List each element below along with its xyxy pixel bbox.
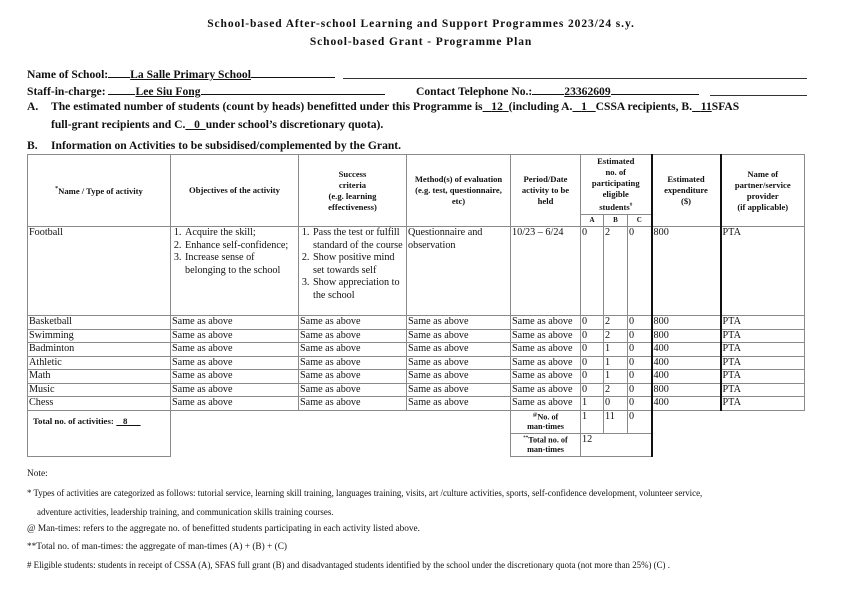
cell-name: Basketball [28, 316, 171, 330]
school-value: La Salle Primary School [130, 68, 251, 81]
note-eligible-students: # Eligible students: students in receipt of CSSA (A), SFAS full grant (B) and disadvantaged students identified by the school under the discretionary quota (not more than 25%) (C) . [27, 560, 670, 570]
man-times-a: 1 [581, 410, 604, 433]
header-expenditure: Estimated expenditure ($) [652, 155, 721, 227]
cell-period: 10/23 – 6/24 [511, 227, 581, 316]
objective-item: 3. Increase sense of belonging to the school [184, 252, 297, 277]
objective-item: 2. Enhance self-confidence; [184, 240, 297, 253]
table-row [28, 227, 805, 316]
cssa-count-value: 1 [581, 100, 587, 113]
cell-partner: PTA [721, 343, 805, 357]
cell-objectives: Same as above [171, 343, 299, 357]
cell-success: Same as above [299, 316, 407, 330]
man-times-c: 0 [628, 410, 652, 433]
cell-b: 2 [604, 383, 628, 397]
cell-a: 0 [581, 316, 604, 330]
header-method: Method(s) of evaluation (e.g. test, questionnaire, etc) [407, 155, 511, 227]
cell-partner: PTA [721, 397, 805, 411]
cell-partner: PTA [721, 383, 805, 397]
note-man-times: @ Man-times: refers to the aggregate no. of benefitted students participating in each activity listed above. [27, 524, 420, 534]
table-row [28, 356, 805, 370]
cell-name: Chess [28, 397, 171, 411]
cell-objectives: Same as above [171, 397, 299, 411]
cell-objectives: Same as above [171, 356, 299, 370]
success-item: 1. Pass the test or fulfill standard of the course [312, 227, 405, 252]
total-man-times-label: **Total no. of man-times [511, 433, 581, 456]
sfas-count-value: 11 [700, 100, 712, 113]
section-a-text-including: (including A. [508, 100, 573, 113]
cell-success: Same as above [299, 343, 407, 357]
table-row [28, 383, 805, 397]
header-col-a: A [581, 215, 604, 227]
success-item: 2. Show positive mind set towards self [312, 252, 405, 277]
staff-value: Lee Siu Fong [135, 85, 201, 98]
section-a-marker: A. [27, 100, 39, 113]
cell-a: 0 [581, 356, 604, 370]
cell-partner: PTA [721, 370, 805, 384]
cell-a: 0 [581, 383, 604, 397]
cell-success: Same as above [299, 370, 407, 384]
school-name-line [27, 66, 335, 81]
cell-b: 2 [604, 329, 628, 343]
note-activity-types-cont: adventure activities, leadership training, and communication skills training courses. [37, 507, 334, 517]
total-activities-cell [28, 410, 171, 456]
cell-expenditure: 800 [652, 227, 721, 316]
section-b-heading [27, 139, 401, 152]
note-activity-types: * Types of activities are categorized as follows: tutorial service, learning skill training, languages training, visits, art /culture activities, sports, self-confidence development, volunteer service, [27, 488, 703, 498]
cell-b: 1 [604, 356, 628, 370]
header-estimated-students: Estimated no. of participating eligible students# [581, 155, 652, 215]
staff-line [27, 83, 385, 98]
cell-name: Badminton [28, 343, 171, 357]
cell-method: Same as above [407, 397, 511, 411]
cell-c: 0 [628, 397, 652, 411]
cell-name: Math [28, 370, 171, 384]
cell-c: 0 [628, 383, 652, 397]
phone-label: Contact Telephone No.: [416, 85, 533, 98]
cell-c: 0 [628, 316, 652, 330]
header-objectives: Objectives of the activity [171, 155, 299, 227]
phone-value: 23362609 [564, 85, 611, 98]
document-subtitle: School-based Grant - Programme Plan [309, 36, 533, 48]
cell-expenditure: 400 [652, 356, 721, 370]
cell-method: Same as above [407, 329, 511, 343]
man-times-row [28, 410, 805, 433]
cell-success [299, 227, 407, 316]
section-a-line1 [27, 100, 739, 113]
cell-method: Same as above [407, 370, 511, 384]
header-partner: Name of partner/service provider (if applicable) [721, 155, 805, 227]
objective-item: 1. Acquire the skill; [184, 227, 297, 240]
cell-name: Music [28, 383, 171, 397]
section-a-text: The estimated number of students (count by heads) benefitted under this Programme is [51, 100, 483, 113]
cell-expenditure: 400 [652, 343, 721, 357]
total-students-value: 12 [491, 100, 503, 113]
document-title: School-based After-school Learning and Support Programmes 2023/24 s.y. [207, 18, 635, 30]
cell-b: 2 [604, 227, 628, 316]
cell-period: Same as above [511, 316, 581, 330]
cell-c: 0 [628, 370, 652, 384]
cell-b: 2 [604, 316, 628, 330]
cell-method: Same as above [407, 356, 511, 370]
section-a-text-quota: under school’s discretionary quota). [205, 118, 384, 131]
cell-objectives: Same as above [171, 316, 299, 330]
cell-method: Same as above [407, 383, 511, 397]
section-b-text: Information on Activities to be subsidised/complemented by the Grant. [51, 139, 402, 152]
cell-c: 0 [628, 356, 652, 370]
total-activities-value: 8 [122, 415, 128, 426]
cell-expenditure: 800 [652, 329, 721, 343]
cell-period: Same as above [511, 329, 581, 343]
cell-c: 0 [628, 343, 652, 357]
header-success-criteria: Success criteria (e.g. learning effectiveness) [299, 155, 407, 227]
cell-a: 0 [581, 343, 604, 357]
man-times-label: @No. of man-times [511, 410, 581, 433]
cell-success: Same as above [299, 356, 407, 370]
header-col-c: C [628, 215, 652, 227]
cell-objectives: Same as above [171, 370, 299, 384]
cell-period: Same as above [511, 397, 581, 411]
cell-period: Same as above [511, 356, 581, 370]
cell-objectives [171, 227, 299, 316]
note-heading: Note: [27, 469, 48, 479]
cell-a: 0 [581, 370, 604, 384]
table-row [28, 316, 805, 330]
cell-success: Same as above [299, 383, 407, 397]
cell-a: 0 [581, 227, 604, 316]
cell-period: Same as above [511, 383, 581, 397]
cell-expenditure: 400 [652, 370, 721, 384]
table-row [28, 397, 805, 411]
school-label: Name of School: [27, 68, 109, 81]
cell-name: Athletic [28, 356, 171, 370]
section-a-text-full-grant: full-grant recipients and C. [51, 118, 186, 131]
cell-a: 0 [581, 329, 604, 343]
table-row [28, 370, 805, 384]
section-b-marker: B. [27, 139, 38, 152]
table-row [28, 343, 805, 357]
total-activities-label: Total no. of activities: [33, 415, 114, 426]
cell-method: Same as above [407, 316, 511, 330]
cell-c: 0 [628, 227, 652, 316]
table-row [28, 329, 805, 343]
header-period: Period/Date activity to be held [511, 155, 581, 227]
cell-objectives: Same as above [171, 383, 299, 397]
cell-method: Questionnaire and observation [407, 227, 511, 316]
cell-b: 1 [604, 343, 628, 357]
staff-label: Staff-in-charge: [27, 85, 106, 98]
cell-success: Same as above [299, 329, 407, 343]
cell-name: Football [28, 227, 171, 316]
cell-b: 1 [604, 370, 628, 384]
note-total-man-times: **Total no. of man-times: the aggregate of man-times (A) + (B) + (C) [27, 542, 288, 552]
school-line-rule [343, 78, 807, 79]
cell-objectives: Same as above [171, 329, 299, 343]
table-header-row [28, 155, 805, 215]
cell-c: 0 [628, 329, 652, 343]
cell-period: Same as above [511, 370, 581, 384]
cell-a: 1 [581, 397, 604, 411]
cell-period: Same as above [511, 343, 581, 357]
cell-partner: PTA [721, 329, 805, 343]
phone-line [416, 83, 699, 98]
cell-expenditure: 800 [652, 316, 721, 330]
discretionary-count-value: 0 [194, 118, 200, 131]
cell-partner: PTA [721, 356, 805, 370]
cell-method: Same as above [407, 343, 511, 357]
man-times-b: 11 [604, 410, 628, 433]
header-col-b: B [604, 215, 628, 227]
cell-success: Same as above [299, 397, 407, 411]
activities-table [27, 154, 805, 457]
cell-name: Swimming [28, 329, 171, 343]
phone-line-rule [710, 95, 807, 96]
header-name: *Name / Type of activity [28, 155, 171, 227]
success-item: 3. Show appreciation to the school [312, 277, 405, 302]
section-a-line2 [51, 118, 383, 131]
cell-expenditure: 800 [652, 383, 721, 397]
section-a-text-cssa: CSSA recipients, B. [595, 100, 693, 113]
cell-partner: PTA [721, 316, 805, 330]
cell-expenditure: 400 [652, 397, 721, 411]
cell-b: 0 [604, 397, 628, 411]
cell-partner: PTA [721, 227, 805, 316]
total-man-times-value: 12 [581, 433, 652, 456]
section-a-text-sfas: SFAS [711, 100, 740, 113]
